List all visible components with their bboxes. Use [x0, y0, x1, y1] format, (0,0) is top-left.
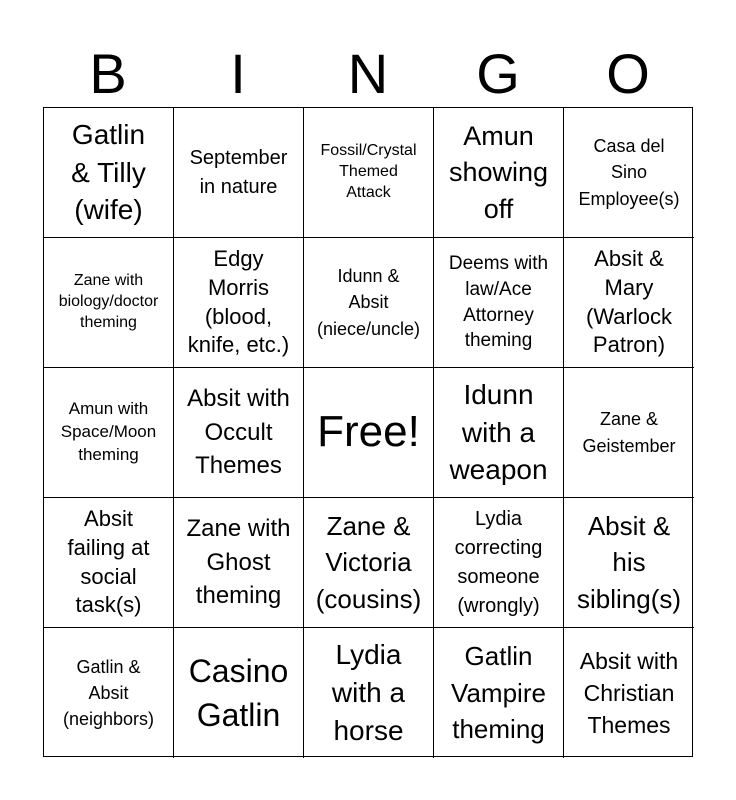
- cell-text: Amun showing off: [448, 120, 549, 224]
- bingo-cell[interactable]: [564, 628, 694, 758]
- cell-text: Lydia with a horse: [331, 639, 406, 746]
- cell-text: Idunn & Absit (niece/uncle): [316, 266, 421, 339]
- bingo-cell[interactable]: [174, 498, 304, 628]
- header-letter-o: O: [606, 42, 650, 105]
- bingo-cell[interactable]: [434, 108, 564, 238]
- cell-text: Gatlin & Tilly (wife): [71, 118, 146, 226]
- cell-text: Casino Gatlin: [188, 652, 289, 733]
- cell-text: Zane with biology/doctor theming: [58, 272, 159, 331]
- bingo-grid: [43, 107, 693, 757]
- header-letter-n: N: [347, 42, 389, 105]
- cell-text: Fossil/Crystal Themed Attack: [320, 142, 417, 201]
- cell-text: Casa del Sino Employee(s): [578, 136, 680, 209]
- bingo-cell[interactable]: [174, 238, 304, 368]
- cell-text: Absit & his sibling(s): [576, 510, 682, 614]
- cell-text: Zane & Geistember: [582, 409, 676, 456]
- bingo-cell[interactable]: [44, 238, 174, 368]
- bingo-cell[interactable]: [44, 108, 174, 238]
- bingo-header: [43, 40, 693, 108]
- cell-text: September in nature: [189, 146, 288, 198]
- bingo-cell[interactable]: [174, 628, 304, 758]
- cell-text: Absit with Occult Themes: [187, 385, 290, 480]
- header-letter-b: B: [89, 42, 127, 105]
- bingo-cell[interactable]: [434, 498, 564, 628]
- cell-text: Absit with Christian Themes: [579, 647, 679, 739]
- bingo-cell[interactable]: [434, 628, 564, 758]
- bingo-cell[interactable]: [174, 368, 304, 498]
- header-letter-g: G: [476, 42, 520, 105]
- cell-text: Gatlin & Absit (neighbors): [62, 656, 155, 730]
- cell-text: Absit failing at social task(s): [67, 506, 150, 618]
- bingo-cell[interactable]: [174, 108, 304, 238]
- cell-text: Gatlin Vampire theming: [451, 641, 546, 745]
- cell-text: Idunn with a weapon: [449, 378, 548, 486]
- bingo-cell[interactable]: [434, 368, 564, 498]
- bingo-cell[interactable]: [44, 498, 174, 628]
- bingo-cell[interactable]: [304, 498, 434, 628]
- bingo-cell[interactable]: [564, 238, 694, 368]
- cell-text: Edgy Morris (blood, knife, etc.): [187, 246, 290, 358]
- cell-text: Absit & Mary (Warlock Patron): [586, 246, 672, 358]
- bingo-cell[interactable]: [564, 498, 694, 628]
- cell-text: Zane & Victoria (cousins): [315, 510, 422, 614]
- cell-text: Lydia correcting someone (wrongly): [454, 507, 543, 617]
- bingo-cell[interactable]: [564, 108, 694, 238]
- bingo-cell[interactable]: [564, 368, 694, 498]
- cell-text: Amun with Space/Moon theming: [60, 399, 157, 464]
- header-letter-i: I: [230, 42, 246, 105]
- bingo-cell[interactable]: [304, 628, 434, 758]
- cell-text: Free!: [317, 407, 420, 457]
- bingo-cell[interactable]: [44, 628, 174, 758]
- bingo-cell[interactable]: [304, 238, 434, 368]
- bingo-cell[interactable]: [434, 238, 564, 368]
- bingo-cell[interactable]: [44, 368, 174, 498]
- free-space[interactable]: [304, 368, 434, 498]
- cell-text: Deems with law/Ace Attorney theming: [448, 253, 549, 352]
- cell-text: Zane with Ghost theming: [186, 515, 291, 610]
- bingo-cell[interactable]: [304, 108, 434, 238]
